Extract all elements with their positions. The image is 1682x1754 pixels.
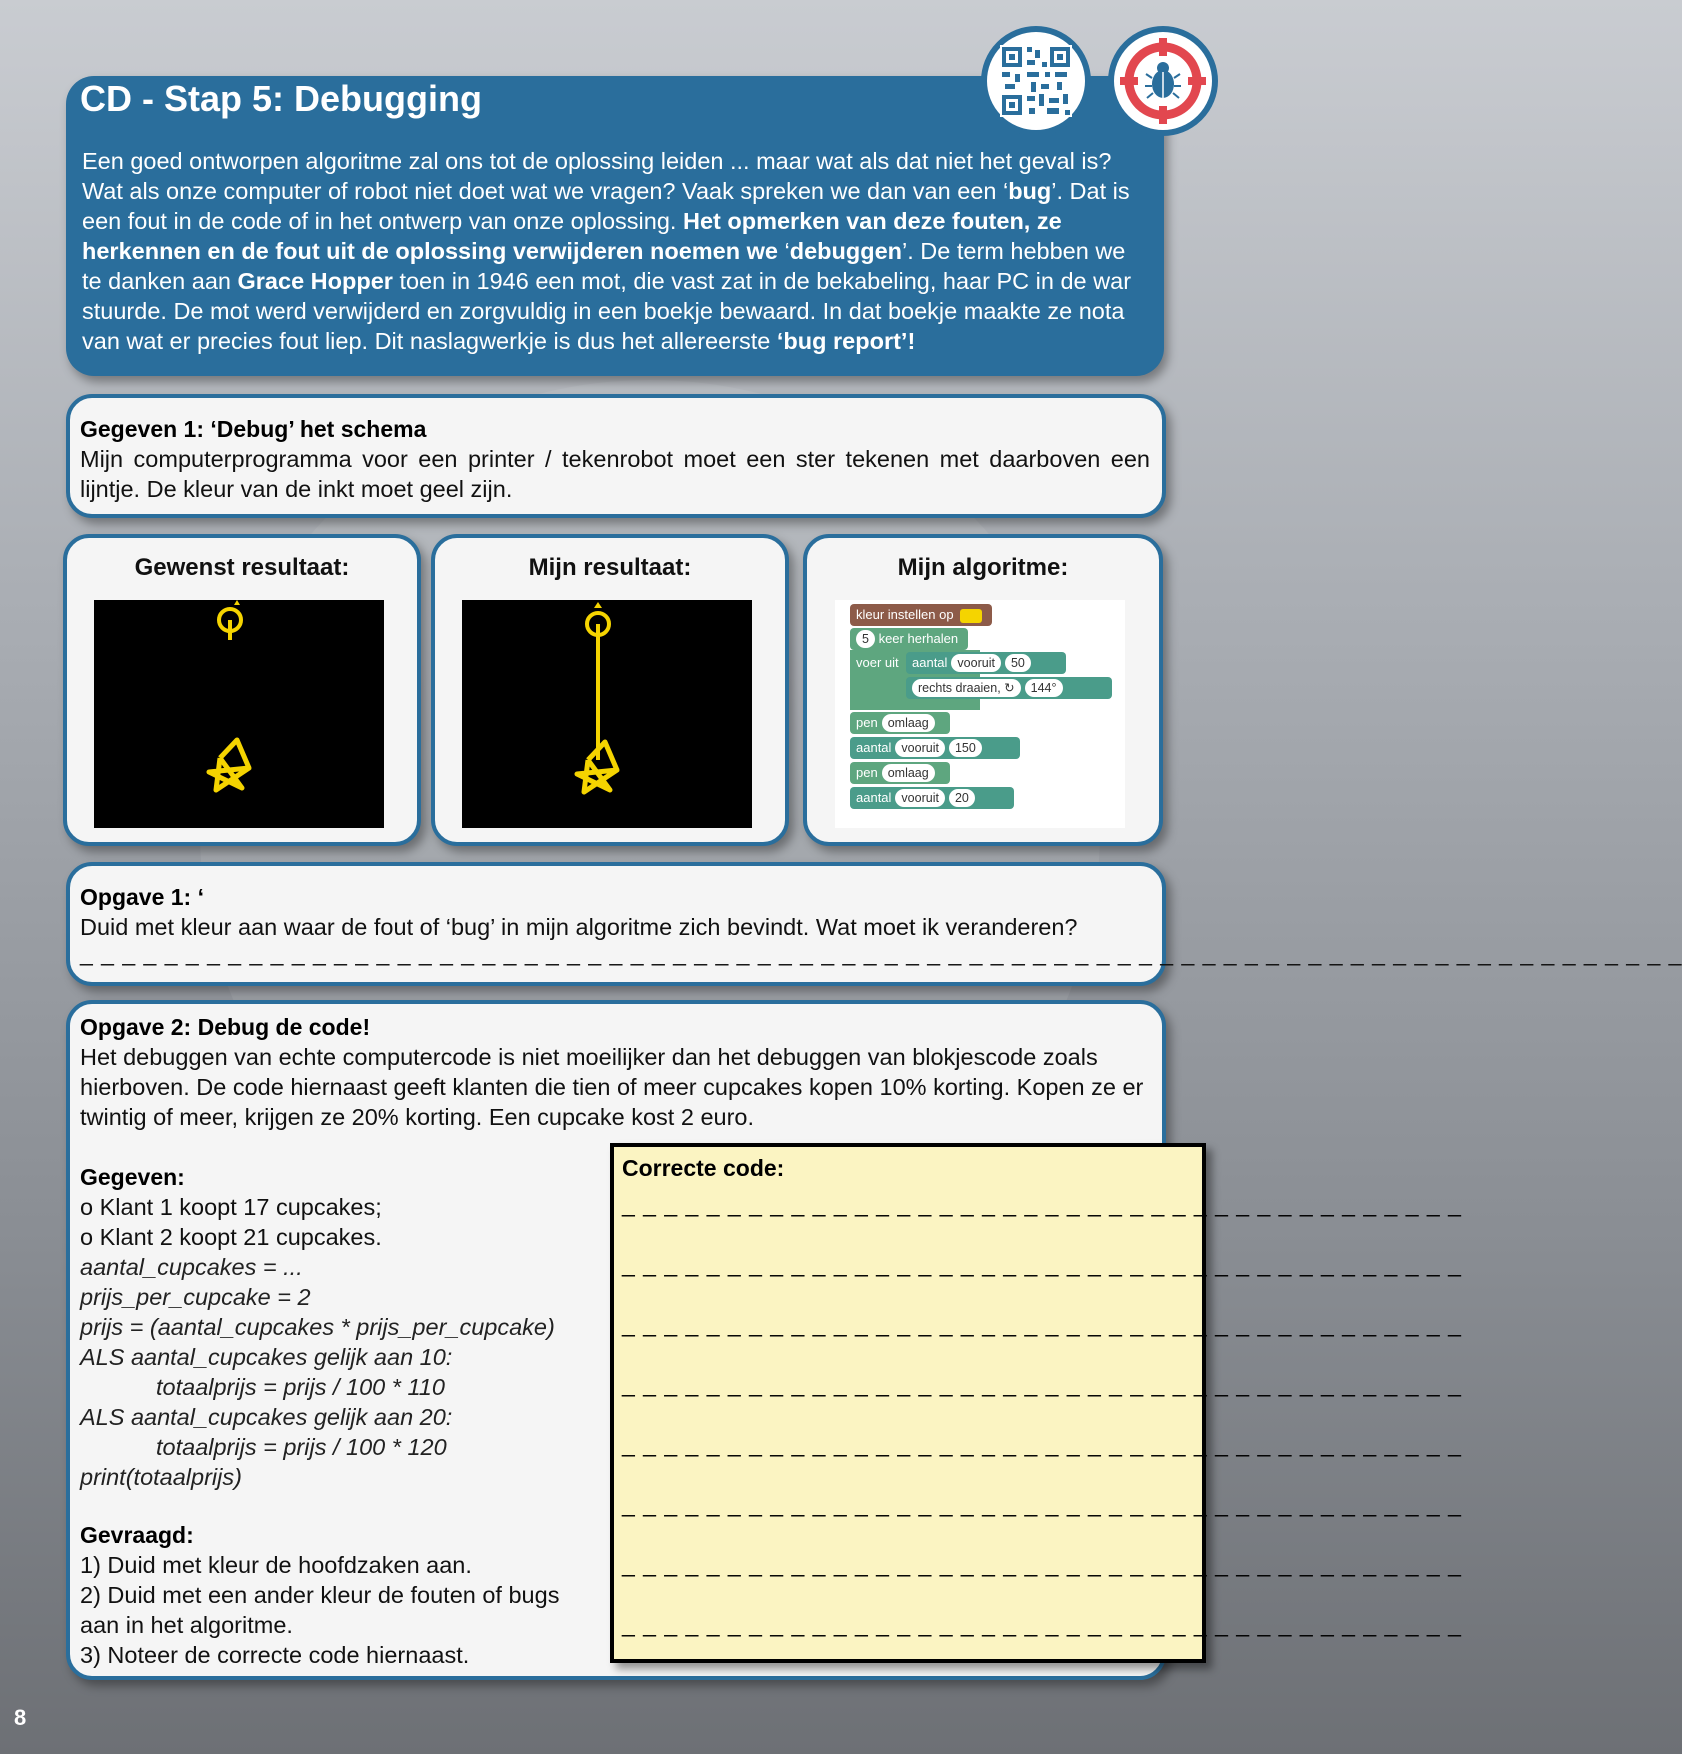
step-field[interactable]: 150: [949, 739, 982, 757]
block-forward-20[interactable]: [850, 787, 1014, 809]
code-line: aantal_cupcakes = ...: [80, 1254, 303, 1280]
my-result-canvas: [462, 600, 752, 828]
block-label: aantal: [912, 655, 948, 670]
given-1-title: Gegeven 1: ‘Debug’ het schema: [80, 416, 427, 442]
task-1-title: Opgave 1: ‘: [80, 884, 204, 910]
block-label: aantal: [856, 790, 892, 805]
block-label: pen: [856, 765, 878, 780]
given-1-text: Mijn computerprogramma voor een printer / tekenrobot moet een ster tekenen met daarboven een lijntje. De kleur van de inkt moet geel zijn.: [80, 446, 1150, 502]
block-repeat[interactable]: [850, 628, 968, 650]
code-line: totaalprijs = prijs / 100 * 120: [156, 1434, 447, 1460]
asked-title: Gevraagd:: [80, 1522, 194, 1548]
algorithm-blocks: [835, 600, 1125, 828]
do-label: voer uit: [856, 655, 899, 670]
code-line: print(totaalprijs): [80, 1464, 242, 1490]
given-title: Gegeven:: [80, 1164, 185, 1190]
desired-result-title: Gewenst resultaat:: [134, 554, 350, 581]
my-result-title: Mijn resultaat:: [528, 554, 692, 581]
intro-bold: Grace Hopper: [237, 268, 393, 294]
given-item-2: o Klant 2 koopt 21 cupcakes.: [80, 1224, 382, 1250]
block-pen-down-2[interactable]: [850, 762, 950, 784]
direction-dropdown[interactable]: vooruit: [951, 654, 1001, 672]
intro-part: toen in 1946 een mot, die vast zat in de bekabeling, haar PC in de war stuurde. De mot werd verwijderd en zorgvuldig in een boekje bewaard. In dat boekje maakte ze nota van wat er precies fout liep. Dit naslagwerkje is dus het allereerste: [82, 268, 1132, 354]
block-label: kleur instellen op: [856, 607, 954, 622]
pen-dropdown[interactable]: omlaag: [882, 764, 935, 782]
code-line: prijs_per_cupcake = 2: [80, 1284, 311, 1310]
desired-result-canvas: [94, 600, 384, 828]
intro-part: ’. De term hebben we te danken aan: [82, 238, 1126, 294]
turn-dropdown[interactable]: rechts draaien, ↻: [912, 679, 1021, 697]
task-2-text: Het debuggen van echte computercode is niet moeilijker dan het debuggen van blokjescode zoals hierboven. De code hiernaast geeft klanten die tien of meer cupcakes kopen 10% korting. Kopen ze er twintig of meer, krijgen ze 20% korting. Een cupcake kost 2 euro.: [80, 1044, 1144, 1130]
block-forward-50[interactable]: [906, 652, 1066, 674]
algorithm-panel: [803, 534, 1163, 846]
intro-bold: debuggen: [789, 238, 903, 264]
page-number: 8: [14, 1705, 27, 1730]
correct-code-box[interactable]: [610, 1143, 1462, 1663]
answer-line[interactable]: _ _ _ _ _ _ _ _ _ _ _ _ _ _ _ _ _ _ _ _ _ _ _ _ _ _ _ _ _ _ _ _ _ _ _ _ _ _ _ _: [622, 1371, 1462, 1397]
my-result-panel: [431, 534, 789, 846]
intro-bold: Het opmerken van deze fouten, ze herkennen en de fout uit de oplossing verwijderen noemen we: [82, 208, 1062, 264]
given-item-1: o Klant 1 koopt 17 cupcakes;: [80, 1194, 382, 1220]
block-label: keer herhalen: [878, 631, 959, 646]
asked-item-2: 2) Duid met een ander kleur de fouten of bugs aan in het algoritme.: [80, 1582, 560, 1638]
direction-dropdown[interactable]: vooruit: [895, 789, 945, 807]
answer-line[interactable]: _ _ _ _ _ _ _ _ _ _ _ _ _ _ _ _ _ _ _ _ _ _ _ _ _ _ _ _ _ _ _ _ _ _ _ _ _ _ _ _: [622, 1611, 1462, 1637]
task-2-title: Opgave 2: Debug de code!: [80, 1014, 371, 1040]
answer-line[interactable]: _ _ _ _ _ _ _ _ _ _ _ _ _ _ _ _ _ _ _ _ _ _ _ _ _ _ _ _ _ _ _ _ _ _ _ _ _ _ _ _: [622, 1491, 1462, 1517]
bug-target-icon: [1108, 26, 1218, 136]
code-line: ALS aantal_cupcakes gelijk aan 20:: [80, 1404, 453, 1430]
code-line: prijs = (aantal_cupcakes * prijs_per_cupcake): [80, 1314, 555, 1340]
intro-part: ‘: [777, 238, 790, 264]
code-line: totaalprijs = prijs / 100 * 110: [156, 1374, 445, 1400]
answer-line[interactable]: _ _ _ _ _ _ _ _ _ _ _ _ _ _ _ _ _ _ _ _ _ _ _ _ _ _ _ _ _ _ _ _ _ _ _ _ _ _ _ _: [622, 1311, 1462, 1337]
answer-line[interactable]: _ _ _ _ _ _ _ _ _ _ _ _ _ _ _ _ _ _ _ _ _ _ _ _ _ _ _ _ _ _ _ _ _ _ _ _ _ _ _ _: [622, 1251, 1462, 1277]
desired-result-panel: [63, 534, 421, 846]
given-1-card: [66, 394, 1166, 518]
task-1-answer-line[interactable]: _ _ _ _ _ _ _ _ _ _ _ _ _ _ _ _ _ _ _ _ _ _ _ _ _ _ _ _ _ _ _ _ _ _ _ _ _ _ _ _ _ _ _ _ _ _ _ _ _ _ _ _ _ _ _ _ _ _ _ _ _ _ _ _ _ _ _ _ _ _ _ _ _ _ _ _: [80, 940, 1682, 966]
answer-line[interactable]: _ _ _ _ _ _ _ _ _ _ _ _ _ _ _ _ _ _ _ _ _ _ _ _ _ _ _ _ _ _ _ _ _ _ _ _ _ _ _ _: [622, 1551, 1462, 1577]
block-label: pen: [856, 715, 878, 730]
answer-line[interactable]: _ _ _ _ _ _ _ _ _ _ _ _ _ _ _ _ _ _ _ _ _ _ _ _ _ _ _ _ _ _ _ _ _ _ _ _ _ _ _ _: [622, 1431, 1462, 1457]
intro-bold: bug: [1008, 178, 1052, 204]
qr-code-icon[interactable]: [981, 26, 1091, 136]
step-field[interactable]: 20: [949, 789, 975, 807]
intro-text: [82, 146, 1146, 356]
intro-part: Een goed ontworpen algoritme zal ons tot de oplossing leiden ... maar wat als dat niet het geval is? Wat als onze computer of robot niet doet wat we vragen? Vaak spreken we dan van een ‘: [82, 148, 1112, 204]
step-field[interactable]: 50: [1005, 654, 1031, 672]
intro-part: ’. Dat is een fout in de code of in het ontwerp van onze oplossing.: [82, 178, 1130, 234]
task-1-card: [66, 862, 1682, 986]
block-set-color[interactable]: [850, 604, 992, 626]
answer-line[interactable]: _ _ _ _ _ _ _ _ _ _ _ _ _ _ _ _ _ _ _ _ _ _ _ _ _ _ _ _ _ _ _ _ _ _ _ _ _ _ _ _: [622, 1191, 1462, 1217]
code-line: ALS aantal_cupcakes gelijk aan 10:: [80, 1344, 453, 1370]
block-turn-right[interactable]: [906, 677, 1112, 699]
block-label: aantal: [856, 740, 892, 755]
block-forward-150[interactable]: [850, 737, 1020, 759]
block-pen-down-1[interactable]: [850, 712, 950, 734]
correct-code-title: Correcte code:: [622, 1155, 785, 1181]
direction-dropdown[interactable]: vooruit: [895, 739, 945, 757]
pen-dropdown[interactable]: omlaag: [882, 714, 935, 732]
asked-item-3: 3) Noteer de correcte code hiernaast.: [80, 1642, 470, 1668]
color-swatch[interactable]: [960, 609, 982, 623]
intro-bold: ‘bug report’!: [776, 328, 916, 354]
task-1-text: Duid met kleur aan waar de fout of ‘bug’ in mijn algoritme zich bevindt. Wat moet ik veranderen?: [80, 914, 1078, 940]
algorithm-title: Mijn algoritme:: [897, 554, 1069, 581]
asked-item-1: 1) Duid met kleur de hoofdzaken aan.: [80, 1552, 472, 1578]
angle-field[interactable]: 144°: [1025, 679, 1063, 697]
page-title: CD - Stap 5: Debugging: [80, 78, 482, 119]
repeat-count-field[interactable]: 5: [856, 630, 875, 648]
